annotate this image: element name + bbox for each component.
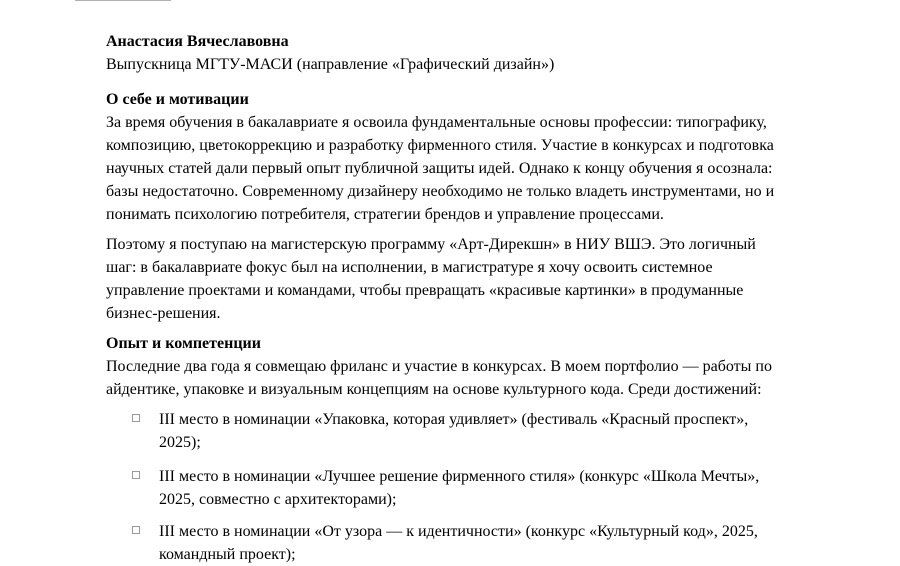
checkbox-bullet-icon <box>132 471 140 479</box>
paragraph-line: управление проектами и командами, чтобы превращать «красивые картинки» в продуманные <box>106 282 744 299</box>
paragraph-line: шаг: в бакалавриате фокус был на исполнении, в магистратуре я хочу освоить системное <box>106 259 713 276</box>
motivation-paragraph-2 <box>106 233 801 325</box>
paragraph-line: Последние два года я совмещаю фриланс и участие в конкурсах. В моем портфолио — работы по <box>106 358 772 375</box>
achievement-line: командный проект); <box>159 546 296 563</box>
achievement-line: III место в номинации «Лучшее решение фирменного стиля» (конкурс «Школа Мечты», <box>159 468 760 485</box>
achievement-text <box>159 520 799 566</box>
paragraph-line: базы недостаточно. Современному дизайнеру необходимо не только владеть инструментами, но и <box>106 183 775 200</box>
section-heading-motivation: О себе и мотивации <box>106 91 249 108</box>
paragraph-line: композицию, цветокоррекцию и разработку фирменного стиля. Участие в конкурсах и подготовка <box>106 137 774 154</box>
paragraph-line: Поэтому я поступаю на магистерскую программу «Арт-Дирекшн» в НИУ ВШЭ. Это логичный <box>106 236 756 253</box>
checkbox-bullet-icon <box>132 526 140 534</box>
paragraph-line: За время обучения в бакалавриате я освоила фундаментальные основы профессии: типографику, <box>106 114 767 131</box>
experience-paragraph <box>106 355 801 401</box>
achievement-line: III место в номинации «От узора — к идентичности» (конкурс «Культурный код», 2025, <box>159 523 758 540</box>
paragraph-line: понимать психологию потребителя, стратегии брендов и управление процессами. <box>106 206 664 223</box>
author-name: Анастасия Вячеславовна <box>106 33 289 50</box>
achievement-line: 2025); <box>159 434 201 451</box>
author-role: Выпускница МГТУ-МАСИ (направление «Графический дизайн») <box>106 56 555 73</box>
section-heading-experience: Опыт и компетенции <box>106 335 261 352</box>
achievement-text <box>159 408 799 454</box>
motivation-paragraph-1 <box>106 111 801 226</box>
achievement-line: III место в номинации «Упаковка, которая удивляет» (фестиваль «Красный проспект», <box>159 411 749 428</box>
achievement-line: 2025, совместно с архитекторами); <box>159 491 397 508</box>
header-rule <box>75 0 171 1</box>
achievement-text <box>159 465 799 511</box>
paragraph-line: бизнес-решения. <box>106 305 221 322</box>
checkbox-bullet-icon <box>132 414 140 422</box>
paragraph-line: айдентике, упаковке и визуальным концепциям на основе культурного кода. Среди достижений: <box>106 381 762 398</box>
paragraph-line: научных статей дали первый опыт публичной защиты идей. Однако к концу обучения я осознала: <box>106 160 773 177</box>
